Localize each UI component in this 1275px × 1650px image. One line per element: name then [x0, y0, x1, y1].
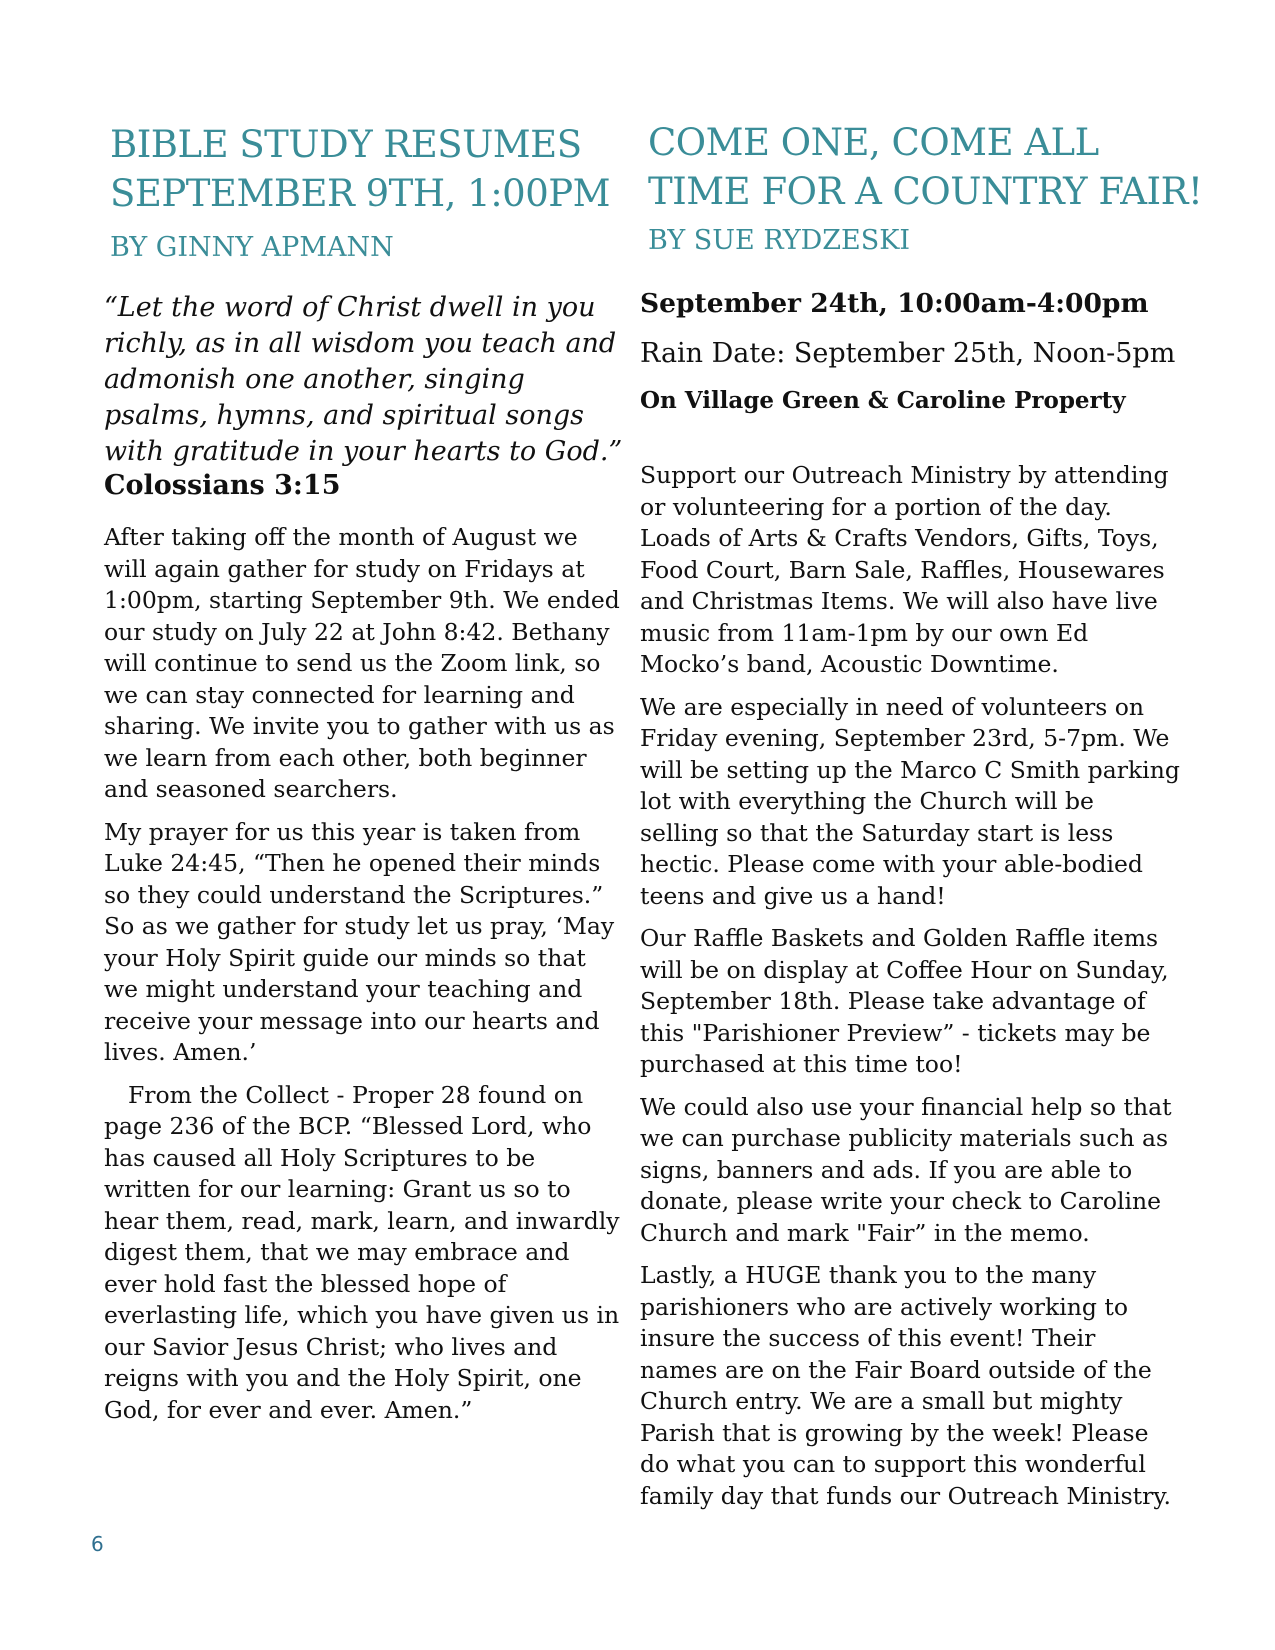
bible-study-byline: BY GINNY APMANN [110, 232, 394, 263]
headline-line-1: COME ONE, COME ALL [648, 121, 1099, 164]
country-fair-headline [648, 118, 1202, 216]
rain-date: Rain Date: September 25th, Noon-5pm [640, 338, 1176, 369]
headline-line-2: SEPTEMBER 9TH, 1:00PM [110, 172, 611, 215]
body-paragraph: We could also use your financial help so that we can purchase publicity materials such as signs, banners and ads. If you are able to donate, please write your check to Caroline Church and mark "Fair” in the memo. [640, 1092, 1172, 1247]
headline-line-2: TIME FOR A COUNTRY FAIR! [648, 170, 1203, 213]
bible-study-body [104, 522, 624, 1437]
body-paragraph: After taking off the month of August we will again gather for study on Fridays at 1:00pm, starting September 9th. We ended our study on July 22 at John 8:42. Bethany will continue to send us the Zoom link, so we can stay connected for learning and sharing. We invite you to gather with us as we learn from each other, both beginner and seasoned searchers. [104, 523, 620, 803]
country-fair-body [640, 460, 1180, 1523]
body-paragraph: Lastly, a HUGE thank you to the many parishioners who are actively working to insure the success of this event! Their names are on the Fair Board outside of the Church entry. We are a small but mighty Parish that is growing by the week! Please do what you can to support this wonderful family day that funds our Outreach Ministry. [640, 1261, 1171, 1510]
verse-reference: Colossians 3:15 [104, 470, 341, 501]
body-paragraph: From the Collect - Proper 28 found on page 236 of the BCP. “Blessed Lord, who has caused all Holy Scriptures to be written for our learning: Grant us so to hear them, read, mark, learn, and inwardly digest them, that we may embrace and ever hold fast the blessed hope of everlasting life, which you have given us in our Savior Jesus Christ; who lives and reigns with you and the Holy Spirit, one God, for ever and ever. Amen.” [104, 1080, 620, 1424]
body-paragraph: Our Raffle Baskets and Golden Raffle items will be on display at Coffee Hour on Sunday, September 18th. Please take advantage of this "Parishioner Preview” - tickets may be purchased at this time too! [640, 924, 1169, 1078]
page-number: 6 [91, 1532, 104, 1556]
headline-line-1: BIBLE STUDY RESUMES [110, 123, 582, 166]
event-date: September 24th, 10:00am-4:00pm [640, 288, 1149, 319]
body-paragraph: We are especially in need of volunteers on Friday evening, September 23rd, 5-7pm. We will be setting up the Marco C Smith parking lot with everything the Church will be selling so that the Saturday start is less hectic. Please come with your able-bodied teens and give us a hand! [640, 692, 1180, 910]
scripture-verse: “Let the word of Christ dwell in you richly, as in all wisdom you teach and admonish one another, singing psalms, hymns, and spiritual songs with gratitude in your hearts to God.” [104, 292, 623, 467]
body-paragraph: Support our Outreach Ministry by attending or volunteering for a portion of the day. Loads of Arts & Crafts Vendors, Gifts, Toys, Food Court, Barn Sale, Raffles, Housewares and Christmas Items. We will also have live music from 11am-1pm by our own Ed Mocko’s band, Acoustic Downtime. [640, 461, 1169, 678]
bible-study-headline [110, 120, 610, 218]
country-fair-byline: BY SUE RYDZESKI [648, 225, 911, 256]
body-paragraph: My prayer for us this year is taken from Luke 24:45, “Then he opened their minds so they could understand the Scriptures.” So as we gather for study let us pray, ‘May your Holy Spirit guide our minds so that we might understand your teaching and receive your message into our hearts and lives. Amen.’ [104, 817, 615, 1066]
event-location: On Village Green & Caroline Property [640, 387, 1126, 414]
